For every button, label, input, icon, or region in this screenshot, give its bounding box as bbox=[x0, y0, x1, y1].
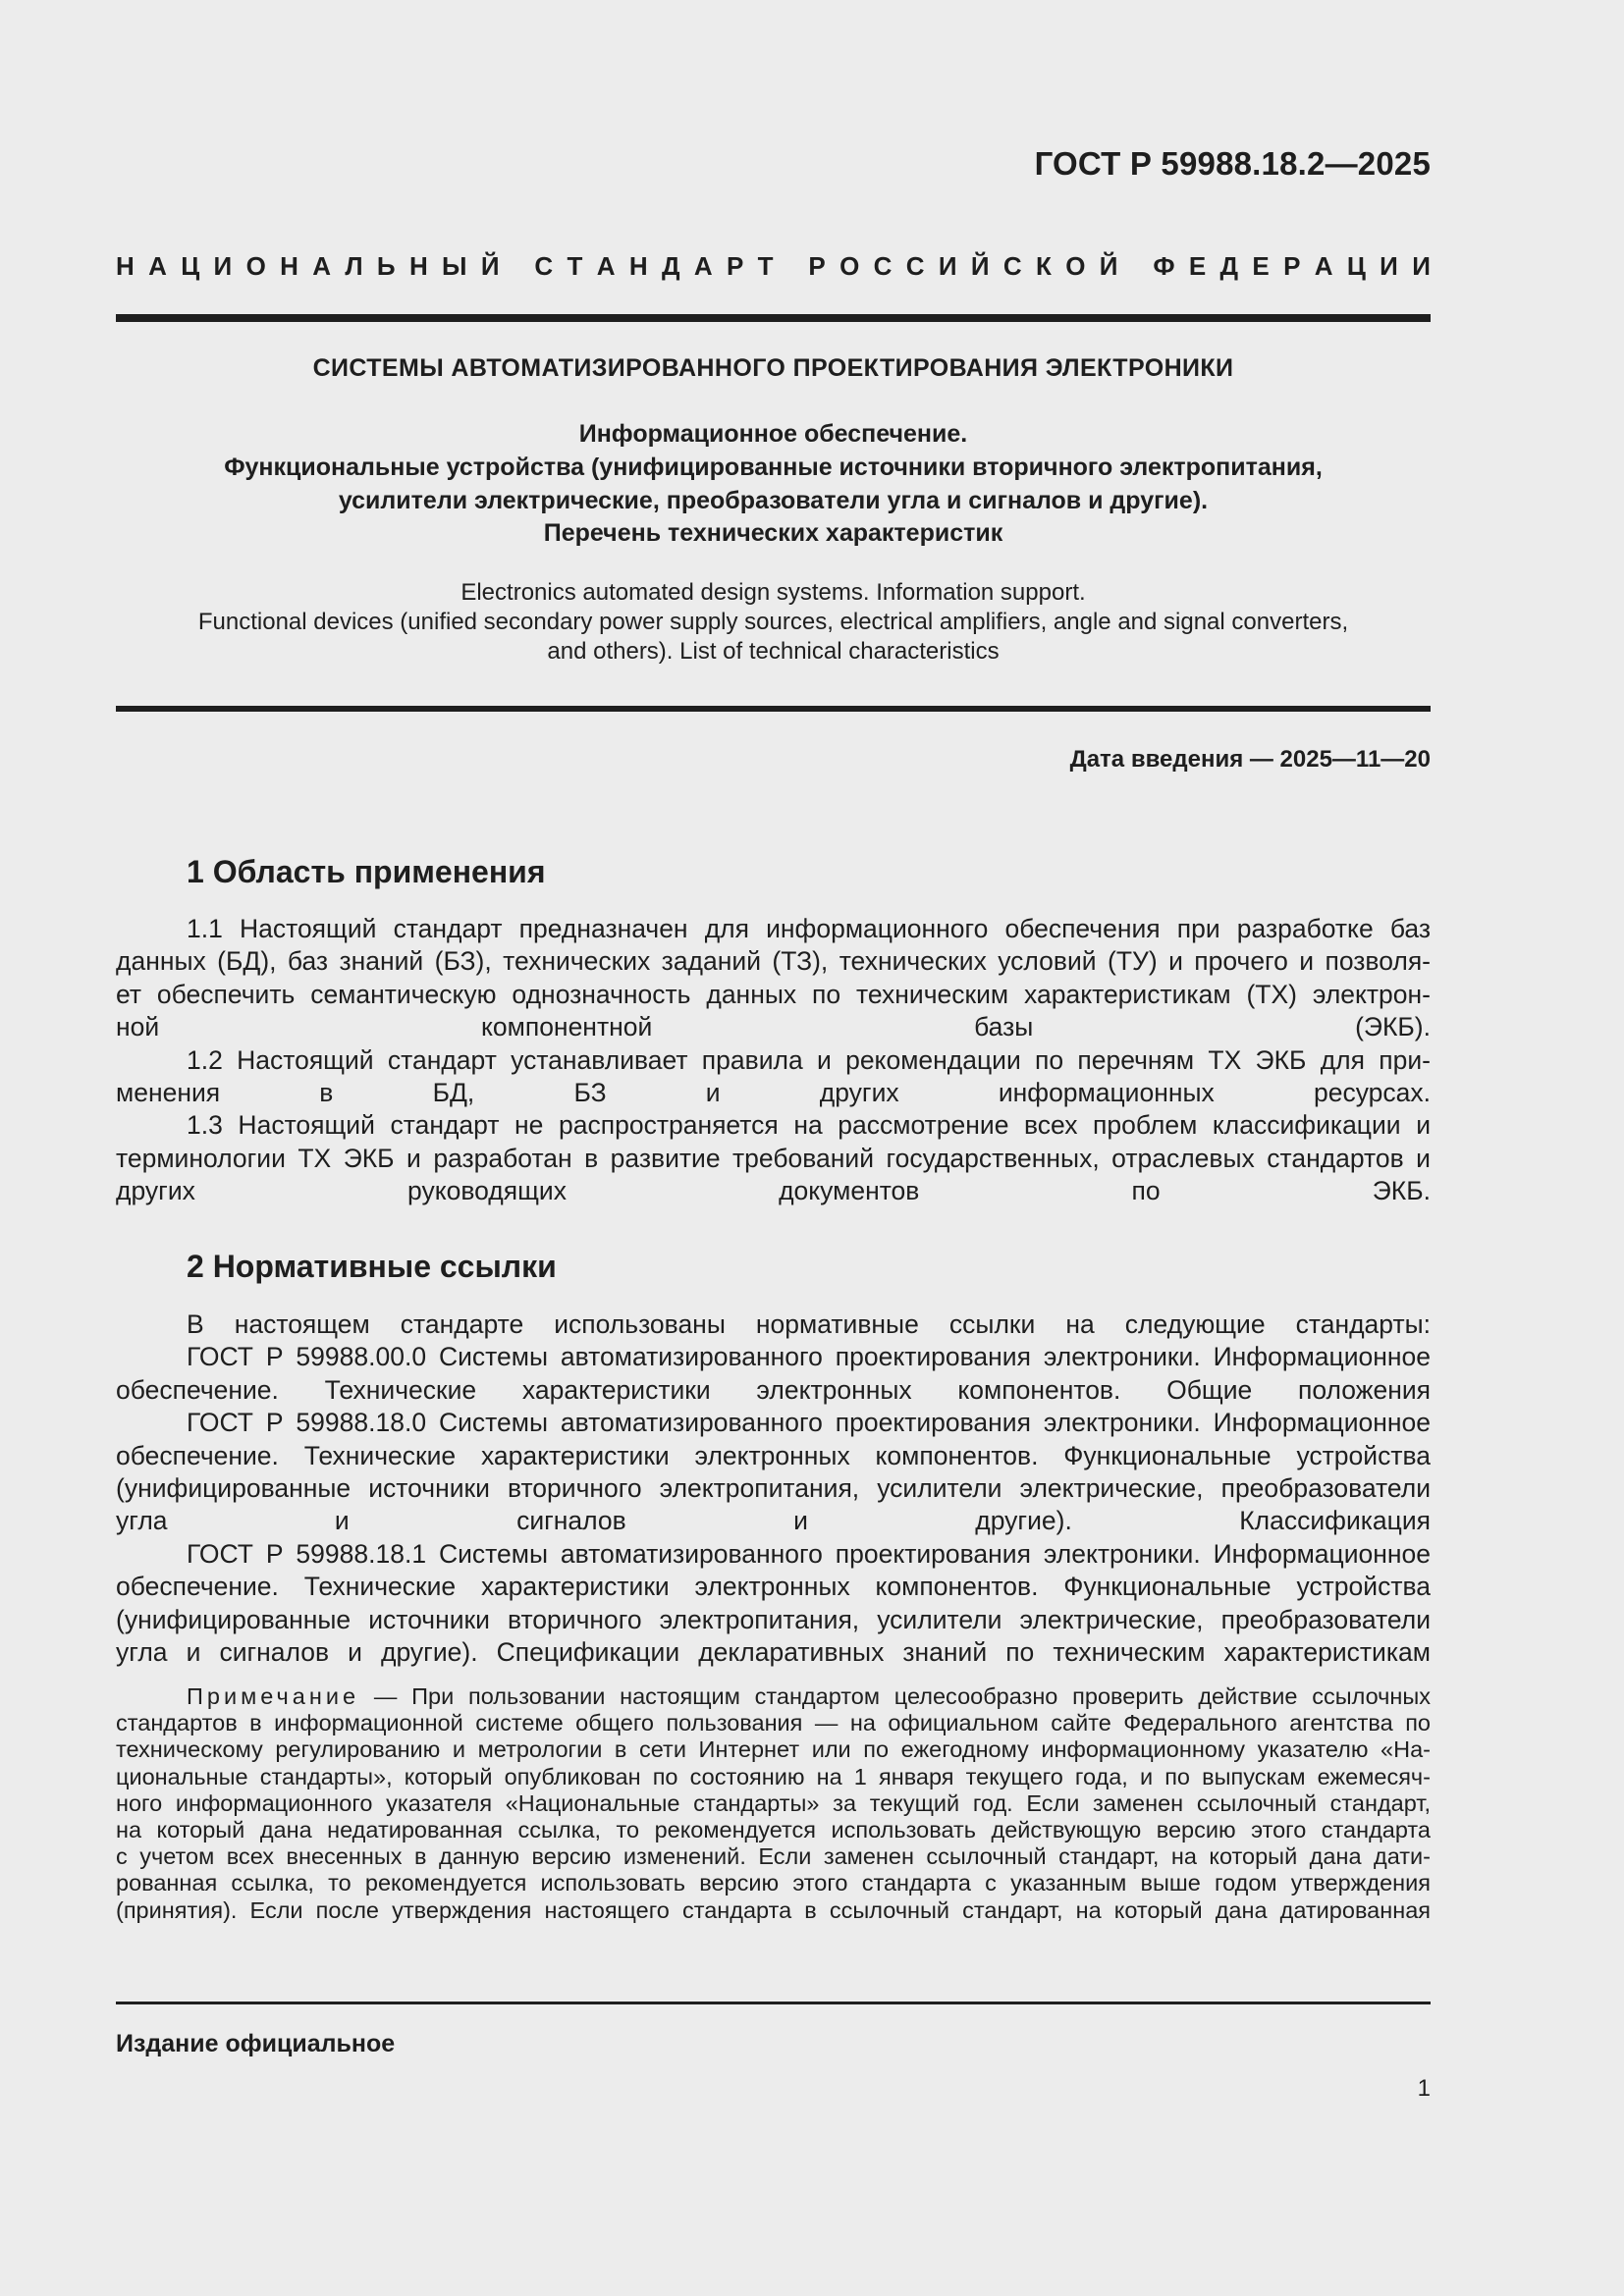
banner-letter: Д bbox=[661, 251, 680, 281]
banner-letter: Е bbox=[1252, 251, 1270, 281]
banner-letter: Й bbox=[970, 251, 990, 281]
note-line: ного информационного указателя «Национальные стандарты» за текущий год. Если заменен ссылочный стандарт, bbox=[116, 1789, 1431, 1816]
reference-line: ГОСТ Р 59988.18.0 Системы автоматизированного проектирования электроники. Информационное bbox=[187, 1408, 1431, 1438]
banner-letter: И bbox=[938, 251, 957, 281]
document-title: СИСТЕМЫ АВТОМАТИЗИРОВАННОГО ПРОЕКТИРОВАНИЯ ЭЛЕКТРОНИКИ bbox=[312, 354, 1234, 382]
text-line: угла и сигналов и другие). Спецификации декларативных знаний по техническим характеристикам bbox=[116, 1637, 1431, 1668]
text-line: обеспечение. Технические характеристики электронных компонентов. Функциональные устройства bbox=[116, 1440, 1431, 1470]
banner-letter: И bbox=[213, 251, 233, 281]
text-line: 1.3 Настоящий стандарт не распространяется на рассмотрение всех проблем классификации и bbox=[187, 1110, 1431, 1141]
banner-letter: Т bbox=[567, 251, 583, 281]
text-line: (унифицированные источники вторичного электропитания, усилители электрические, преобразователи bbox=[116, 1473, 1431, 1504]
banner-gap bbox=[514, 251, 520, 282]
footer-divider bbox=[116, 2002, 1431, 2004]
banner-letter: Ц bbox=[1346, 251, 1366, 281]
national-standard-banner bbox=[116, 251, 1431, 282]
text-line: обеспечение. Технические характеристики электронных компонентов. Общие положения bbox=[116, 1374, 1431, 1405]
text-line: обеспечение. Технические характеристики электронных компонентов. Функциональные устройства bbox=[116, 1572, 1431, 1602]
banner-letter: Н bbox=[408, 251, 428, 281]
banner-letter: Л bbox=[345, 251, 363, 281]
english-title-line: Electronics automated design systems. Information support. bbox=[460, 579, 1086, 606]
banner-letter: Е bbox=[1188, 251, 1207, 281]
title-subline: Информационное обеспечение. bbox=[578, 420, 968, 448]
banner-letter: О bbox=[839, 251, 860, 281]
banner-letter: А bbox=[596, 251, 616, 281]
text-line: 1.2 Настоящий стандарт устанавливает правила и рекомендации по перечням ТХ ЭКБ для при- bbox=[187, 1044, 1431, 1075]
text-line: ной компонентной базы (ЭКБ). bbox=[116, 1012, 1431, 1042]
section-heading-normative-references: 2 Нормативные ссылки bbox=[187, 1249, 557, 1284]
banner-letter: Р bbox=[726, 251, 744, 281]
note-line: циональные стандарты», который опубликован по состоянию на 1 января текущего года, и по выпускам ежемесяч- bbox=[116, 1763, 1431, 1789]
banner-gap bbox=[787, 251, 794, 282]
section-heading-scope: 1 Область применения bbox=[187, 854, 546, 889]
note-line bbox=[116, 1683, 1431, 1710]
title-subline: Функциональные устройства (унифицированные источники вторичного электропитания, bbox=[224, 454, 1323, 481]
banner-letter: С bbox=[905, 251, 925, 281]
banner-letter: О bbox=[245, 251, 266, 281]
text-line: ет обеспечить семантическую однозначность данных по техническим характеристикам (ТХ) электрон- bbox=[116, 979, 1431, 1009]
banner-letter: Н bbox=[628, 251, 648, 281]
banner-letter: А bbox=[693, 251, 713, 281]
reference-line: ГОСТ Р 59988.00.0 Системы автоматизированного проектирования электроники. Информационное bbox=[187, 1342, 1431, 1372]
english-title-line: Functional devices (unified secondary power supply sources, electrical amplifiers, angle and signal converters, bbox=[197, 609, 1349, 635]
banner-letter: Ф bbox=[1153, 251, 1175, 281]
english-title-line: and others). List of technical characteristics bbox=[547, 638, 1000, 665]
banner-letter: Ы bbox=[442, 251, 467, 281]
banner-letter: Й bbox=[1099, 251, 1118, 281]
banner-letter: С bbox=[1002, 251, 1022, 281]
section-references-body bbox=[116, 1308, 1431, 1669]
banner-letter: О bbox=[1065, 251, 1086, 281]
note-line: техническому регулированию и метрологии в сети Интернет или по ежегодному информационному указателю «На- bbox=[116, 1736, 1431, 1763]
banner-letter: А bbox=[1314, 251, 1333, 281]
banner-letter: Ц bbox=[181, 251, 200, 281]
banner-gap bbox=[1132, 251, 1139, 282]
banner-letter: Ь bbox=[376, 251, 396, 281]
header-divider bbox=[116, 314, 1431, 322]
section-scope-body bbox=[116, 913, 1431, 1208]
title-subline: усилители электрические, преобразователи угла и сигналов и другие). bbox=[338, 487, 1209, 514]
text-line: (унифицированные источники вторичного электропитания, усилители электрические, преобразователи bbox=[116, 1604, 1431, 1634]
banner-letter: И bbox=[1380, 251, 1398, 281]
text-line: данных (БД), баз знаний (БЗ), технических заданий (ТЗ), технических условий (ТУ) и прочего и позволя- bbox=[116, 946, 1431, 977]
banner-letter: С bbox=[873, 251, 893, 281]
text-line: угла и сигналов и другие). Классификация bbox=[116, 1506, 1431, 1536]
reference-line: ГОСТ Р 59988.18.1 Системы автоматизированного проектирования электроники. Информационное bbox=[187, 1538, 1431, 1569]
banner-letter: А bbox=[148, 251, 167, 281]
banner-letter: Р bbox=[1283, 251, 1301, 281]
banner-letter: К bbox=[1035, 251, 1052, 281]
text-line: других руководящих документов по ЭКБ. bbox=[116, 1176, 1431, 1206]
text-line: менения в БД, БЗ и других информационных ресурсах. bbox=[116, 1078, 1431, 1108]
banner-letter: С bbox=[534, 251, 554, 281]
note-line: с учетом всех внесенных в данную версию изменений. Если заменен ссылочный стандарт, на который дана дати- bbox=[116, 1843, 1431, 1870]
banner-letter: И bbox=[1412, 251, 1431, 281]
banner-letter: А bbox=[312, 251, 332, 281]
note-line: (принятия). Если после утверждения настоящего стандарта в ссылочный стандарт, на который дана датированная bbox=[116, 1896, 1431, 1923]
banner-letter: Н bbox=[116, 251, 135, 281]
note-line: на который дана недатированная ссылка, то рекомендуется использовать действующую версию этого стандарта bbox=[116, 1817, 1431, 1843]
text-line: В настоящем стандарте использованы нормативные ссылки на следующие стандарты: bbox=[187, 1309, 1431, 1339]
title-divider bbox=[116, 706, 1431, 712]
references-note bbox=[116, 1683, 1431, 1924]
banner-letter: Й bbox=[480, 251, 500, 281]
official-edition-label: Издание официальное bbox=[116, 2030, 396, 2057]
page-number: 1 bbox=[1417, 2075, 1431, 2102]
banner-letter: Н bbox=[280, 251, 298, 281]
note-line: рованная ссылка, то рекомендуется использовать версию этого стандарта с указанным выше годом утверждения bbox=[116, 1870, 1431, 1896]
text-line: 1.1 Настоящий стандарт предназначен для информационного обеспечения при разработке баз bbox=[187, 914, 1431, 943]
title-subline: Перечень технических характеристик bbox=[543, 519, 1003, 547]
banner-letter: Д bbox=[1219, 251, 1239, 281]
text-line: терминологии ТХ ЭКБ и разработан в развитие требований государственных, отраслевых стандартов и bbox=[116, 1143, 1431, 1173]
note-line: стандартов в информационной системе общего пользования — на официальном сайте Федерального агентства по bbox=[116, 1710, 1431, 1736]
standard-code: ГОСТ Р 59988.18.2—2025 bbox=[1034, 145, 1431, 182]
banner-letter: Р bbox=[808, 251, 826, 281]
note-first-line-text: — При пользовании настоящим стандартом целесообразно проверить действие ссылочных bbox=[373, 1683, 1431, 1709]
banner-letter: Т bbox=[757, 251, 774, 281]
introduction-date: Дата введения — 2025—11—20 bbox=[1069, 746, 1431, 773]
note-label: Примечание bbox=[187, 1683, 360, 1709]
